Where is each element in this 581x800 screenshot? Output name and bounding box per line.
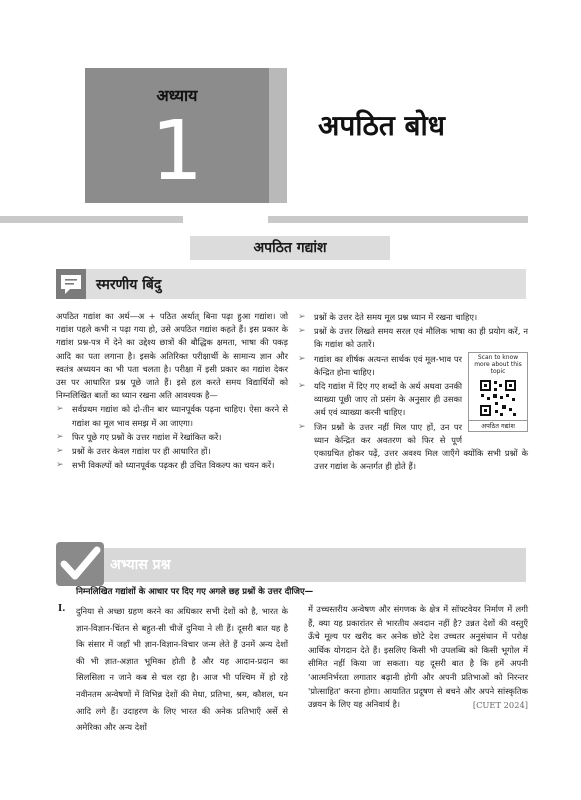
left-column <box>56 310 288 472</box>
chapter-title: अपठित बोध <box>318 109 445 142</box>
list-item: ➢ गद्यांश का शीर्षक अत्यन्त सार्थक एवं मूल-भाव पर केन्द्रित होना चाहिए। <box>298 353 462 377</box>
section-title: अपठित गद्यांश <box>190 236 390 260</box>
arrow-icon: ➢ <box>298 353 306 364</box>
arrow-icon: ➢ <box>298 312 306 322</box>
arrow-icon: ➢ <box>56 446 64 457</box>
source-citation: [CUET 2024] <box>472 699 528 710</box>
chapter-box <box>85 68 269 203</box>
exercise-instruction: निम्नलिखित गद्यांशों के आधार पर दिए गए अगले छह प्रश्नों के उत्तर दीजिए— <box>76 587 314 597</box>
arrow-icon: ➢ <box>298 326 306 337</box>
arrow-icon: ➢ <box>298 381 306 392</box>
arrow-icon: ➢ <box>298 421 306 432</box>
arrow-icon: ➢ <box>56 460 64 471</box>
list-item: ➢ जिन प्रश्नों के उत्तर नहीं मिल पाए हों, उन पर ध्यान केन्द्रित कर अवतरण को फिर से पूर्ण एकाग्रचित होकर पढ़ें, उत्तर अवश्य मिल जाएँगे क्योंकि सभी प्रश्नों के उत्तर गद्यांश के अन्तर्गत ही होते हैं। <box>298 421 528 472</box>
chapter-box-side <box>269 68 287 203</box>
qr-label: अपठित गद्यांश <box>469 420 527 431</box>
list-item: ➢ फिर पूछे गए प्रश्नों के उत्तर गद्यांश में रेखांकित करें। <box>56 431 288 444</box>
exercise-title: अभ्यास प्रश्न <box>110 557 171 573</box>
arrow-icon: ➢ <box>56 404 64 415</box>
passage-right-text: में उच्चस्तरीय अन्वेषण और संगणक के क्षेत्र में सॉफ्टवेयर निर्माण में लगी हैं, क्या यह प्रकारांतर से भारतीय अवदान नहीं है? उन्नत देशों की वस्तुएँ ऊँचे मूल्य पर खरीद कर अनेक छोटे देश उच्चतर अनुसंधान में परोक्ष आर्थिक योगदान देते हैं। इसलिए किसी भी उपलब्धि को किसी भूगोल में सीमित नहीं किया जा सकता। यह दूसरी बात है कि हमें अपनी 'आत्मनिर्भरता लगातार बढ़ानी होगी और अपनी प्रतिभाओं को निरन्तर 'प्रोत्साहित' करना होगा। आयातित प्रदूषण से बचने और अपने सांस्कृतिक उन्नयन के लिए यह अनिवार्य है। <box>308 604 528 710</box>
checkmark-icon <box>56 542 104 586</box>
subsection-title: स्मरणीय बिंदु <box>96 277 162 293</box>
divider-right <box>268 216 528 223</box>
list-item: ➢ यदि गद्यांश में दिए गए शब्दों के अर्थ अथवा उनकी व्याख्या पूछी जाए तो प्रसंग के अनुसार ही उसका अर्थ एवं व्याख्या करनी चाहिए। <box>298 381 462 418</box>
arrow-icon: ➢ <box>56 431 64 442</box>
chapter-number: 1 <box>150 104 204 199</box>
list-item: ➢ सभी विकल्पों को ध्यानपूर्वक पढ़कर ही उचित विकल्प का चयन करें। <box>56 459 288 472</box>
speech-bubble-icon <box>56 269 86 299</box>
right-column <box>298 310 528 473</box>
passage-left-text: दुनिया से अच्छा ग्रहण करने का अधिकार सभी देशों को है, भारत के ज्ञान-विज्ञान-चिंतन से बहुत-सी चीजें दुनिया ने ली हैं। दूसरी बात यह है कि संसार में जहाँ भी ज्ञान-विज्ञान-विचार जन्म लेते हैं उनमें अन्य देशों की भी ज्ञात-अज्ञात भूमिका होती है और यह आदान-प्रदान का सिलसिला न जाने कब से चल रहा है। आज भी पश्चिम में हो रहे नवीनतम अन्वेषणों में विभिन्न देशों की मेधा, प्रतिभा, श्रम, कौशल, धन आदि लगे हैं। उदाहरण के लिए भारत की अनेक प्रतिभाएँ अर्से से अमेरिका और अन्य देशों <box>76 606 288 733</box>
qr-caption: Scan to know more about this topic <box>474 353 522 375</box>
chapter-label: अध्याय <box>156 86 198 105</box>
list-item: ➢ सर्वप्रथम गद्यांश को दो-तीन बार ध्यानपूर्वक पढ़ना चाहिए। ऐसा करने से गद्यांश का मूल भाव समझ में आ जाएगा। <box>56 404 288 428</box>
divider-left <box>0 216 183 223</box>
passage-number: I. <box>58 604 66 614</box>
list-item: ➢ प्रश्नों के उत्तर केवल गद्यांश पर ही आधारित हों। <box>56 445 288 458</box>
list-item: ➢ प्रश्नों के उत्तर देते समय मूल प्रश्न ध्यान में रखना चाहिए। <box>298 311 528 324</box>
list-item: ➢ प्रश्नों के उत्तर लिखते समय सरल एवं मौलिक भाषा का ही प्रयोग करें, न कि गद्यांश को उतारें। <box>298 326 528 350</box>
intro-paragraph: अपठित गद्यांश का अर्थ—अ + पठित अर्थात् बिना पढ़ा हुआ गद्यांश। जो गद्यांश पहले कभी न पढ़ा गया हो, उसे अपठित गद्यांश कहते हैं। इस प्रकार के गद्यांश प्रश्न-पत्र में देने का उद्देश्य छात्रों की बौद्धिक क्षमता, भाषा की पकड़ आदि का पता लगाना है। इसके अतिरिक्त परीक्षार्थी के सामान्य ज्ञान और स्वतंत्र अध्ययन का भी पता चलता है। परीक्षा में इसी प्रकार का गद्यांश देकर उस पर आधारित प्रश्न पूछे जाते हैं। इसे हल करते समय विद्यार्थियों को निम्नलिखित बातों का ध्यान रखना अति आवश्यक है— <box>56 311 288 401</box>
passage-right-column <box>308 603 528 712</box>
